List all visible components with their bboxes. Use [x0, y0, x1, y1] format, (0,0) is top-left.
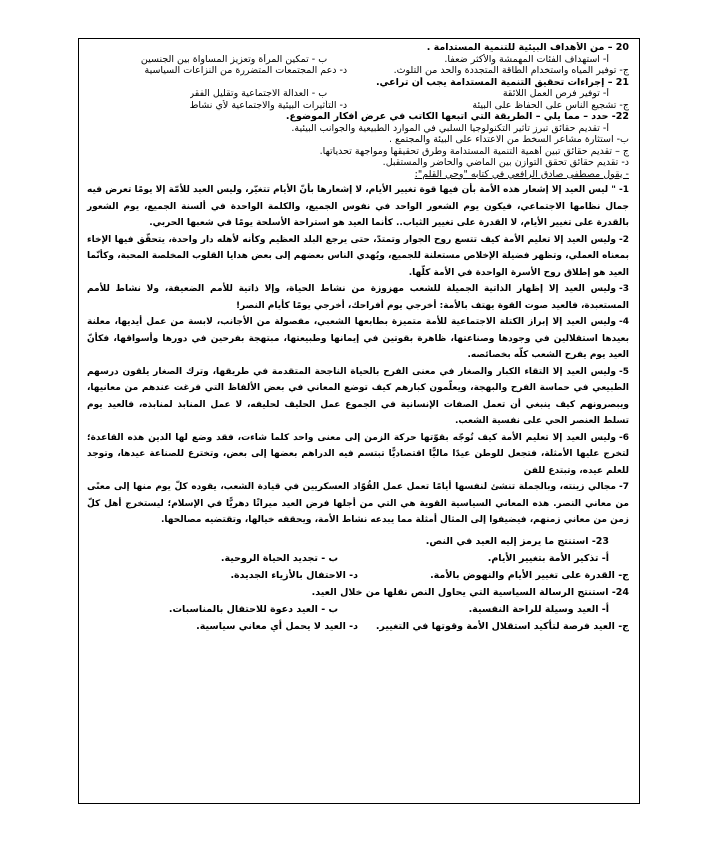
q23-stem: 23- استنتج ما يرمز إليه العيد في النص.	[425, 535, 609, 547]
q21-option-c[interactable]: ج- تشجيع الناس على الحفاظ على البيئة	[472, 99, 629, 111]
paragraph-number: 5-	[618, 366, 629, 377]
paragraph-text: مجالي زينته، وبالجملة تنشئ لنفسها أيامًا تعمل عمل القُوّاد العسكريين في قيادة الشعب، يقوده كلّ يوم منها إلى معنًى من معاني النصر. هذه المعاني السياسية القوية هي التي من أجلها فرض العيد ميراثًا دهريًّا في الإسلام؛ ليستخرج أهل كلّ زمن من معاني زمنهم، فيضيفوا إلى المثال أمثلة مما يبدعه نشاط الأمة، ويحققه خيالها، وتقتضيه مصالحها.	[87, 482, 629, 525]
paragraph-text: وليس العيد إلا تعليم الأمة كيف تُوجّه بقوّتها حركة الزمن إلى معنى واحد كلما شاءت، فقد وضع لها الدين هذه القاعدة؛ لتخرج عليها الأمثلة، فتجعل للوطن عيدًا ماليًّا اقتصاديًّا تبتسم فيه الدراهم بعضها إلى بعض، وتخترع للصناعة عيدها، وتوجد للعلم عيده، وتبتدع للفن	[87, 432, 629, 476]
q20-options-row2	[87, 65, 629, 77]
paragraph-number: 1-	[618, 185, 629, 195]
q23-option-a[interactable]: أ- تذكير الأمة بتغيير الأيام.	[487, 552, 609, 564]
q24-stem: 24- استنتج الرسالة السياسية التي يحاول النص نقلها من خلال العيد.	[311, 586, 629, 598]
q22-option-b[interactable]: ب- استثارة مشاعر السخط من الاعتداء على البيئة والمجتمع .	[388, 134, 629, 145]
paragraph-number: 2-	[618, 234, 629, 245]
q20-stem: 20 – من الأهداف البيئية للتنمية المستدامة .	[426, 42, 629, 53]
q22-option-a[interactable]: أ- تقديم حقائق تبرز تأثير التكنولوجيا السلبي في الموارد الطبيعية والجوانب البيئية.	[291, 122, 609, 134]
q23-option-d[interactable]: د- الاحتفال بالأزياء الجديدة.	[230, 569, 358, 581]
paragraph-number: 7-	[618, 482, 629, 492]
passage-paragraph	[87, 430, 629, 480]
paragraph-number: 4-	[618, 317, 629, 327]
q23-option-b[interactable]: ب - تجديد الحياة الروحية.	[220, 552, 338, 564]
passage-intro: - يقول مصطفى صادق الرافعي في كتابه "وحي القلم":	[414, 168, 629, 180]
q24-option-a[interactable]: أ- العيد وسيلة للراحة النفسية.	[468, 603, 609, 615]
q21-option-d[interactable]: د- التأثيرات البيئية والاجتماعية لأي نشاط	[189, 99, 348, 111]
passage-paragraph	[87, 364, 629, 430]
paragraph-text: وليس العيد إلا التقاء الكبار والصغار في معنى الفرح بالحياة الناجحة المتقدمة في طريقها، وترك الصغار يلقون درسهم الطبيعي في حماسة الفرح والبهجة، ويعلّمون كبارهم كيف توضع المعاني في بعض الألفاظ التي فرغت عندهم من معانيها، ويبصرونهم كيف ينبغي أن تعمل الصفات الإنسانية في الجموع عمل الحليف لحليفه، لا عمل المنابذ لمنابذه، فالعيد يوم تسلط العنصر الحي على نفسية الشعب.	[87, 366, 629, 426]
q20-option-c[interactable]: ج- توفير المياه واستخدام الطاقة المتجددة والحد من التلوث.	[393, 65, 629, 76]
q20-option-d[interactable]: د- دعم المجتمعات المتضررة من النزاعات السياسية	[144, 65, 348, 76]
q22-option-c[interactable]: ج – تقديم حقائق تبين أهمية التنمية المستدامة وطرق تحقيقها ومواجهة تحدياتها.	[319, 145, 629, 157]
passage-paragraph	[87, 314, 629, 364]
q20-option-b[interactable]: ب - تمكين المرأة وتعزيز المساواة بين الجنسين	[140, 53, 328, 65]
q21-option-b[interactable]: ب - العدالة الاجتماعية وتقليل الفقر	[189, 88, 328, 99]
q24-option-d[interactable]: د- العيد لا يحمل أي معاني سياسية.	[196, 620, 358, 632]
exam-page	[78, 38, 640, 804]
q20-option-a[interactable]: أ- استهداف الفئات المهمشة والأكثر ضعفا.	[444, 53, 609, 65]
paragraph-text: وليس العيد إلا إظهار الذاتية الجميلة للشعب مهزوزة من نشاط الحياة، وإلا ذاتية للأمم الضعيفة، ولا نشاط للأمم المستعبدة، فالعيد صوت القوة يهتف بالأمة: أخرجي يوم أفراحك، أخرجي يومًا كأيام النصر!	[87, 284, 629, 311]
q21-options-row1	[87, 88, 629, 100]
q20-options-row1	[87, 54, 629, 66]
q21-options-row2	[87, 100, 629, 112]
q22-option-d[interactable]: د- تقديم حقائق تحقق التوازن بين الماضي والحاضر والمستقبل.	[382, 157, 629, 168]
q21-option-a[interactable]: أ- توفير فرص العمل اللائقة	[502, 88, 609, 99]
q22-stem: 22- حدد – مما يلي – الطريقة التي اتبعها الكاتب في عرض أفكار الموضوع.	[285, 111, 629, 122]
q24-option-c[interactable]: ج- العيد فرصة لتأكيد استقلال الأمة وقوتها في التغيير.	[375, 620, 629, 632]
questions-block-top	[87, 42, 629, 180]
paragraph-text: وليس العيد إلا إبراز الكتلة الاجتماعية للأمة متميزة بطابعها الشعبي، مفصولة من الأجانب، لابسة من عمل أيديها، معلنة بعيدها استقلالين في وجودها وصناعتها، ظاهرة بقوتين في إيمانها وطبيعتها، مبتهجة بفرحين في دورها وأسواقها، فكأنّ العيد يوم يفرح الشعب كلّه بخصائصه.	[87, 317, 629, 360]
paragraph-text: وليس العيد إلا تعليم الأمة كيف تتسع روح الجوار وتمتدّ، حتى يرجع البلد العظيم وكأنه لأهله دار واحدة، يتحقّق فيها الإخاء بمعناه العملي، وتظهر فضيلة الإخلاص مستعلنة للجميع، ويُهدي الناس بعضهم إلى بعض هدايا القلوب المخلصة المحبة، وكأنّما العيد هو إطلاق روح الأسرة الواحدة في الأمة كلّها.	[87, 234, 629, 278]
q24-options-row1	[87, 601, 629, 618]
q23-options-row1	[87, 550, 629, 567]
q24-options-row2	[87, 618, 629, 635]
passage-paragraph	[87, 479, 629, 529]
passage-paragraph	[87, 182, 629, 232]
passage-paragraph	[87, 281, 629, 314]
paragraph-number: 6-	[618, 432, 629, 443]
paragraph-number: 3-	[618, 284, 629, 294]
passage-paragraph	[87, 232, 629, 282]
q23-options-row2	[87, 567, 629, 584]
q24-option-b[interactable]: ب - العيد دعوة للاحتفال بالمناسبات.	[168, 603, 338, 615]
passage	[87, 182, 629, 529]
q21-stem: 21 – إجراءات تحقيق التنمية المستدامة يجب أن تراعي.	[375, 76, 629, 88]
questions-block-bottom	[87, 533, 629, 635]
paragraph-text: " ليس العيد إلا إشعار هذه الأمة بأن فيها قوة تغيير الأيام، لا إشعارها بأنّ الأيام تتغيّر، وليس العيد للأمّة إلا يومًا تعرض فيه جمال نظامها الاجتماعي، فيكون يوم الشعور الواحد في نفوس الجميع، والكلمة الواحدة في ألسنة الجميع، يوم الشعور بالقدرة على تغيير الأيام، لا القدرة على تغيير الثياب.. كأنما العيد هو استراحة الأسلحة يومًا في شعبها الحربي.	[87, 185, 629, 228]
q23-option-c[interactable]: ج- القدرة على تغيير الأيام والنهوض بالأمة.	[430, 569, 629, 581]
